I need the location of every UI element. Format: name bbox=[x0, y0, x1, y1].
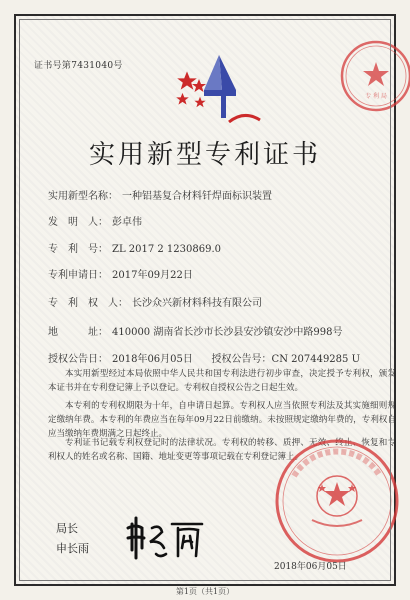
field-inventor bbox=[48, 213, 142, 228]
certificate-number: 证书号第7431040号 bbox=[34, 61, 123, 71]
field-patent-number bbox=[48, 240, 221, 255]
director-name: 申长雨 bbox=[56, 542, 89, 555]
grant-publication-number: 授权公告号：CN 207449285 U bbox=[211, 354, 360, 365]
field-value: ZL 2017 2 1230869.0 bbox=[112, 244, 222, 255]
director-title: 局长 bbox=[56, 522, 78, 535]
paragraph-term-and-fees: 本专利的专利权期限为十年，自申请日起算。专利权人应当依照专利法及其实施细则规定缴纳年费。本专利的年费应当在每年09月22日前缴纳。未按照规定缴纳年费的，专利权自应当缴纳年费期满之日起终止。 bbox=[48, 401, 396, 439]
patent-office-seal-icon bbox=[338, 38, 410, 114]
field-label: 专 利 权 人： bbox=[48, 298, 128, 309]
field-label: 专 利 号： bbox=[48, 244, 108, 255]
field-address bbox=[48, 323, 342, 338]
certificate-page bbox=[14, 14, 396, 596]
field-utility-model-name bbox=[48, 187, 272, 202]
field-value: 一种铝基复合材料钎焊面标识装置 bbox=[122, 191, 272, 202]
svg-text:专 利 局: 专 利 局 bbox=[365, 93, 387, 100]
field-patentee bbox=[48, 294, 262, 309]
field-value: 2017年09月22日 bbox=[112, 270, 193, 281]
field-label: 发 明 人： bbox=[48, 217, 108, 228]
field-value: 彭卓伟 bbox=[112, 217, 142, 228]
seal-date: 2018年06月05日 bbox=[274, 562, 347, 572]
page-footer: 第1页（共1页） bbox=[175, 587, 235, 596]
field-label: 授权公告日： bbox=[48, 354, 108, 365]
field-value: 410000 湖南省长沙市长沙县安沙镇安沙中路998号 bbox=[112, 327, 343, 338]
paragraph-legal-status: 专利证书记载专利权登记时的法律状况。专利权的转移、质押、无效、终止、恢复和专利权人的姓名或名称、国籍、地址变更等事项记载在专利登记簿上。 bbox=[48, 438, 396, 462]
field-value: 长沙众兴新材料科技有限公司 bbox=[132, 298, 262, 309]
field-grant-date bbox=[48, 350, 193, 365]
field-label: 实用新型名称： bbox=[48, 191, 118, 202]
director-signature bbox=[126, 514, 206, 564]
field-application-date bbox=[48, 266, 193, 281]
field-value: 2018年06月05日 bbox=[112, 354, 193, 365]
field-label: 地 址： bbox=[48, 327, 108, 338]
paragraph-grant-decision: 本实用新型经过本局依照中华人民共和国专利法进行初步审查，决定授予专利权，颁发本证书并在专利登记簿上予以登记。专利权自授权公告之日起生效。 bbox=[48, 369, 396, 393]
field-label: 专利申请日： bbox=[48, 270, 108, 281]
sipo-logo-icon bbox=[174, 50, 264, 130]
official-seal-icon bbox=[272, 436, 402, 566]
certificate-title: 实用新型专利证书 bbox=[88, 140, 321, 170]
